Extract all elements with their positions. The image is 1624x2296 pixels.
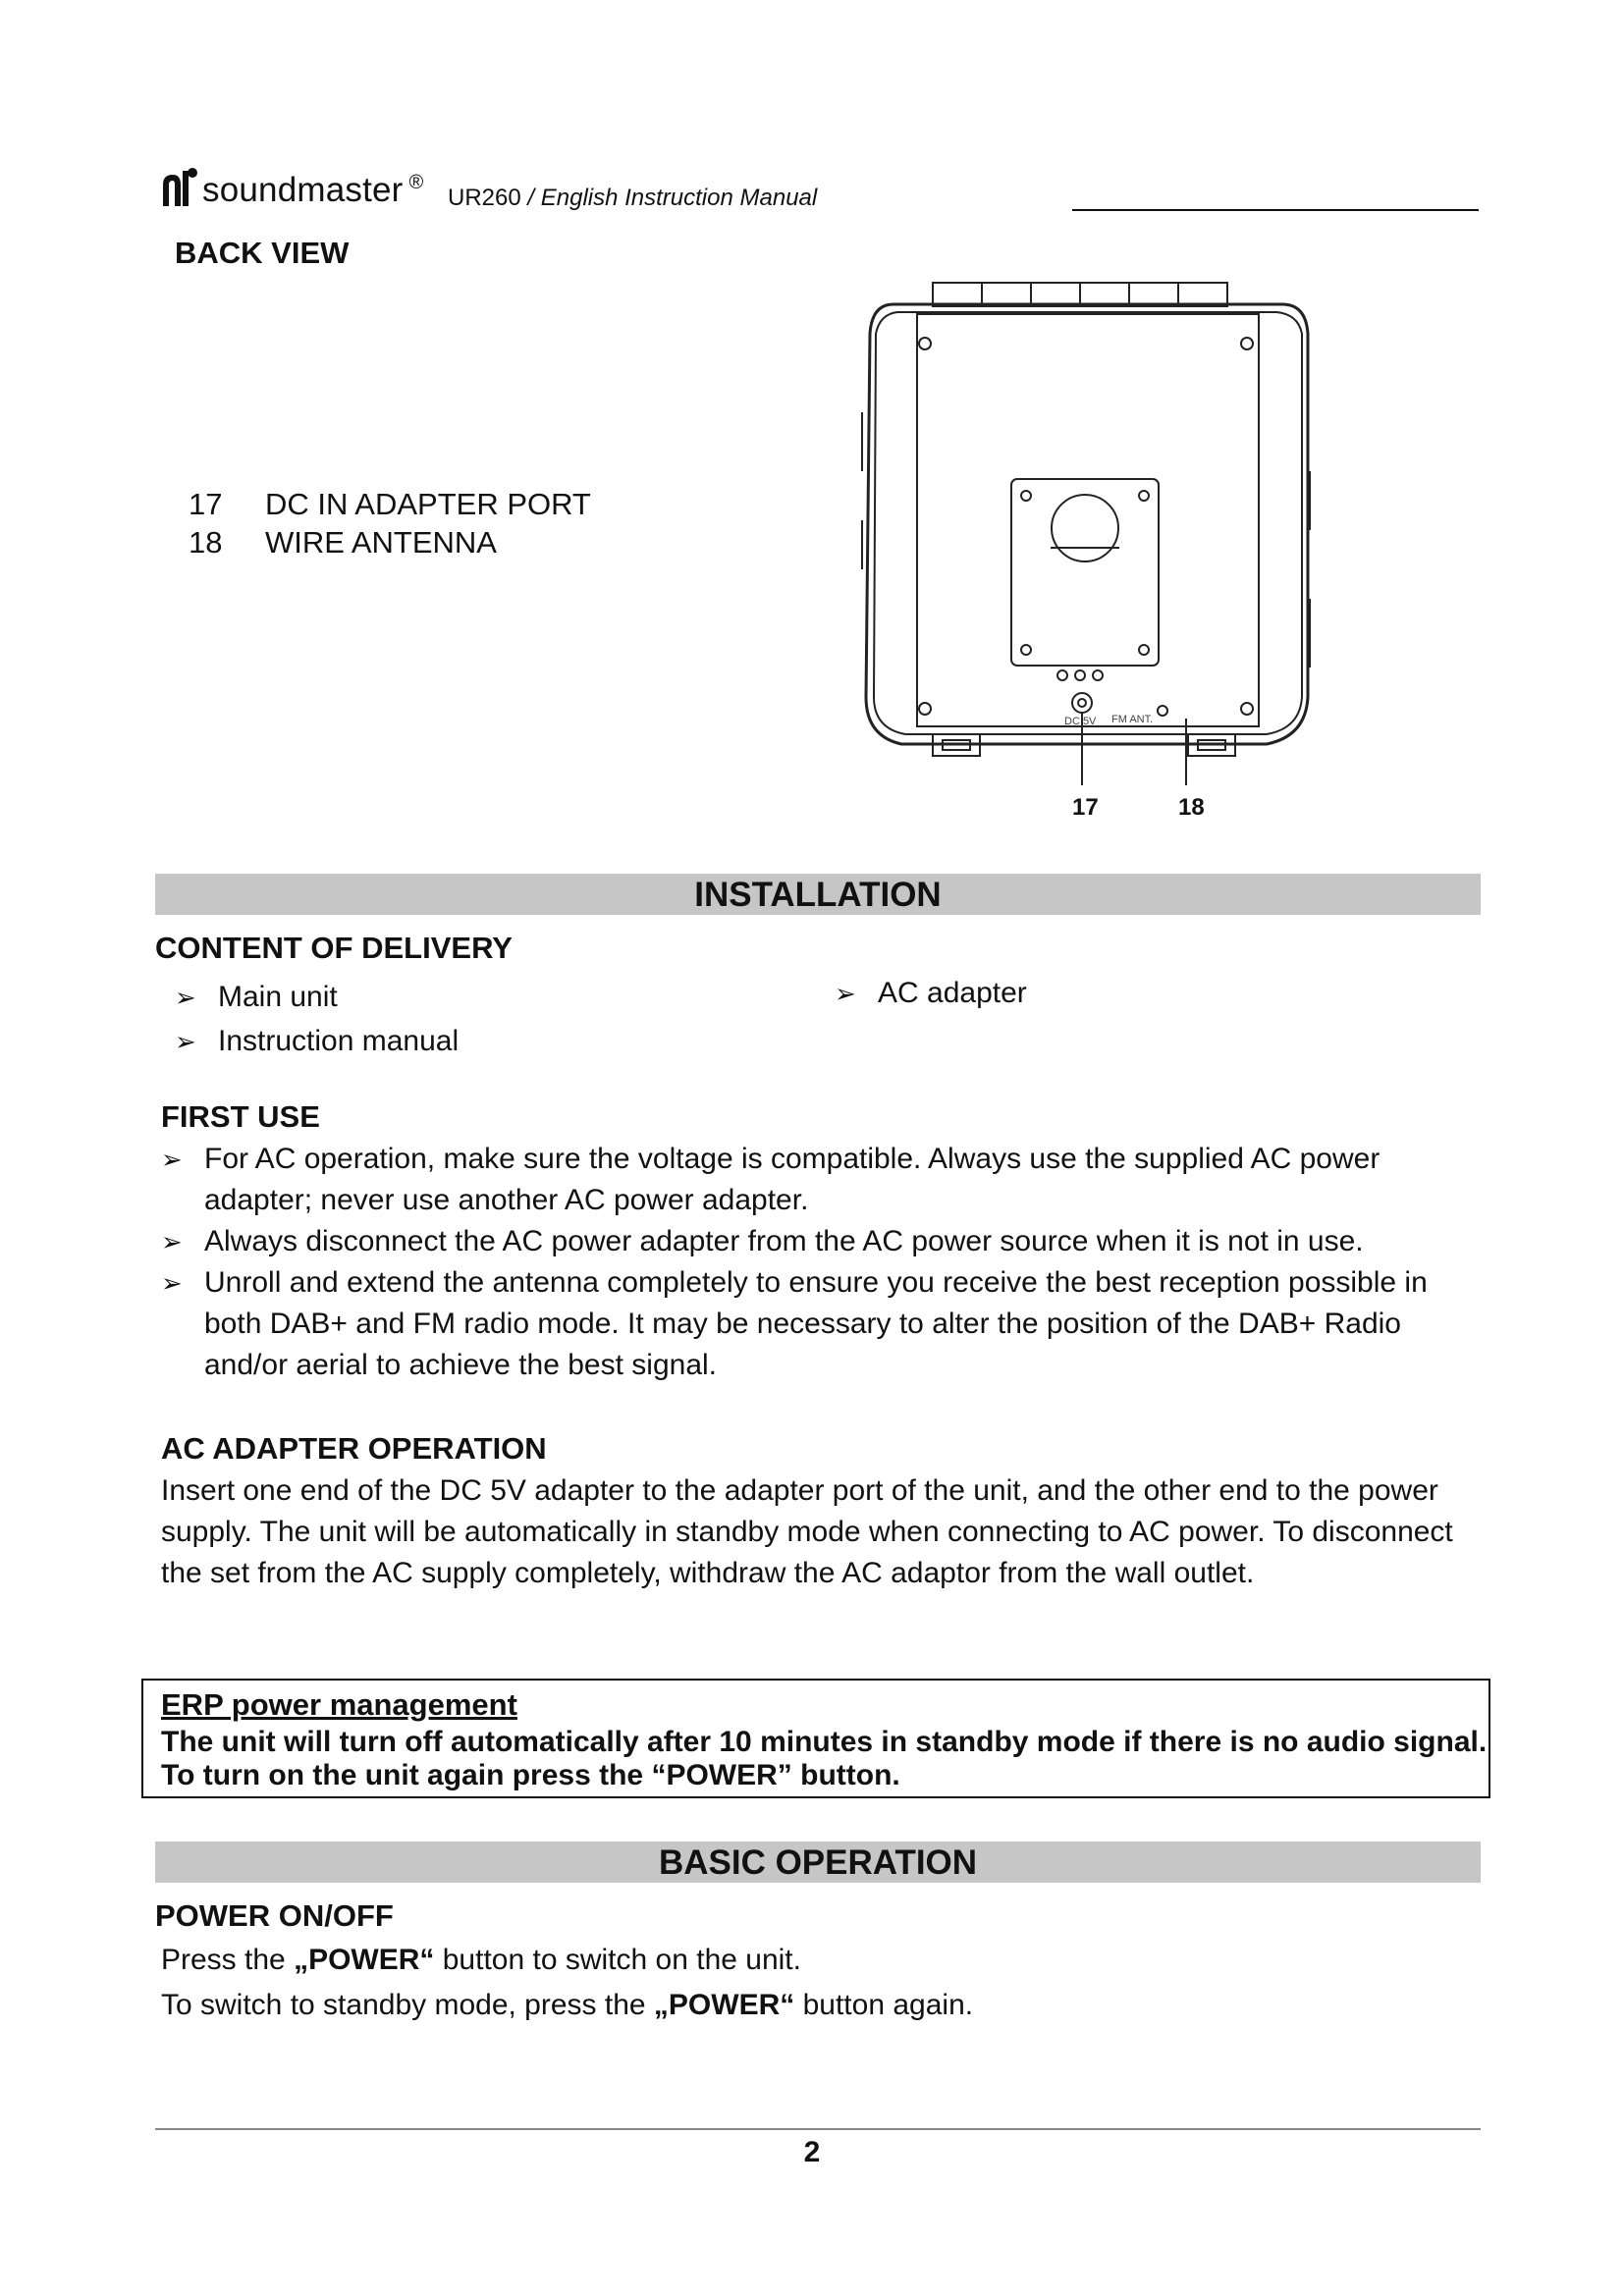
erp-notice-box (141, 1679, 1490, 1798)
dc-in-port-mark: DC 5V (1064, 716, 1097, 727)
delivery-item: Main unit (218, 981, 338, 1013)
instruction-text: button again. (794, 1989, 974, 2021)
power-on-instruction (161, 1940, 801, 1981)
fm-ant-mark: FM ANT. (1111, 714, 1154, 725)
erp-body: The unit will turn off automatically after 10 minutes in standby mode if there is no audio signal. To turn on the unit again press the “POWER” button. (161, 1726, 1488, 1791)
ac-adapter-text: Insert one end of the DC 5V adapter to the adapter port of the unit, and the other end to the power supply. The unit will be automatically in standby mode when connecting to AC power. To disconnect the set from the AC supply completely, withdraw the AC adaptor from the wall outlet. (161, 1474, 1453, 1589)
arrowhead-bullet-icon: ➢ (175, 1027, 196, 1056)
part-number: 18 (189, 525, 223, 560)
arrowhead-bullet-icon: ➢ (161, 1145, 183, 1174)
header-title (448, 185, 817, 212)
standby-instruction (161, 1985, 973, 2026)
instruction-text: Press the (161, 1944, 295, 1976)
installation-banner: INSTALLATION (155, 874, 1481, 915)
list-item (189, 523, 591, 561)
list-item (189, 485, 591, 523)
arrowhead-bullet-icon: ➢ (161, 1227, 183, 1256)
list-item (175, 977, 459, 1018)
callout-18: 18 (1178, 794, 1205, 821)
back-view-illustration (854, 275, 1316, 825)
parts-list (189, 485, 591, 561)
header-rule (1072, 209, 1479, 211)
content-of-delivery-heading: CONTENT OF DELIVERY (155, 931, 513, 965)
instruction-text: button to switch on the unit. (434, 1944, 801, 1976)
footer-rule (155, 2128, 1481, 2130)
back-view-heading: BACK VIEW (175, 236, 350, 270)
manual-title: English Instruction Manual (540, 185, 818, 211)
header-separator: / (520, 185, 541, 211)
list-item (175, 1021, 459, 1062)
list-item (161, 1139, 1477, 1221)
part-label: WIRE ANTENNA (265, 525, 497, 560)
power-on-off-heading: POWER ON/OFF (155, 1898, 394, 1933)
arrowhead-bullet-icon: ➢ (175, 983, 196, 1012)
arrowhead-bullet-icon: ➢ (835, 979, 856, 1008)
delivery-item: AC adapter (878, 977, 1027, 1009)
model-name: UR260 (448, 185, 521, 211)
list-item (835, 973, 1027, 1014)
first-use-item: Always disconnect the AC power adapter from the AC power source when it is not in use. (204, 1225, 1364, 1257)
power-button-label: „POWER“ (653, 1989, 795, 2021)
first-use-heading: FIRST USE (161, 1099, 320, 1134)
soundmaster-logo-icon (159, 165, 198, 208)
first-use-list (161, 1139, 1477, 1386)
brand-name: soundmaster (202, 171, 404, 209)
arrowhead-bullet-icon: ➢ (161, 1268, 183, 1298)
delivery-item: Instruction manual (218, 1025, 460, 1057)
delivery-list-right (835, 973, 1027, 1014)
registered-mark: ® (408, 172, 424, 193)
first-use-item: Unroll and extend the antenna completely to ensure you receive the best reception possible in both DAB+ and FM radio mode. It may be necessary to alter the position of the DAB+ Radio and/or aerial to achieve the best signal. (204, 1266, 1428, 1381)
brand-logo (159, 165, 423, 208)
list-item (161, 1262, 1477, 1386)
part-number: 17 (189, 487, 223, 521)
callout-17: 17 (1072, 794, 1099, 821)
basic-operation-banner: BASIC OPERATION (155, 1842, 1481, 1883)
first-use-item: For AC operation, make sure the voltage is compatible. Always use the supplied AC power adapter; never use another AC power adapter. (204, 1143, 1380, 1216)
erp-title: ERP power management (161, 1687, 517, 1722)
power-button-label: „POWER“ (294, 1944, 435, 1976)
instruction-text: To switch to standby mode, press the (161, 1989, 654, 2021)
page-number: 2 (803, 2136, 821, 2168)
part-label: DC IN ADAPTER PORT (265, 487, 591, 521)
ac-adapter-heading: AC ADAPTER OPERATION (161, 1431, 547, 1466)
list-item (161, 1221, 1477, 1262)
delivery-list-left (175, 977, 459, 1062)
